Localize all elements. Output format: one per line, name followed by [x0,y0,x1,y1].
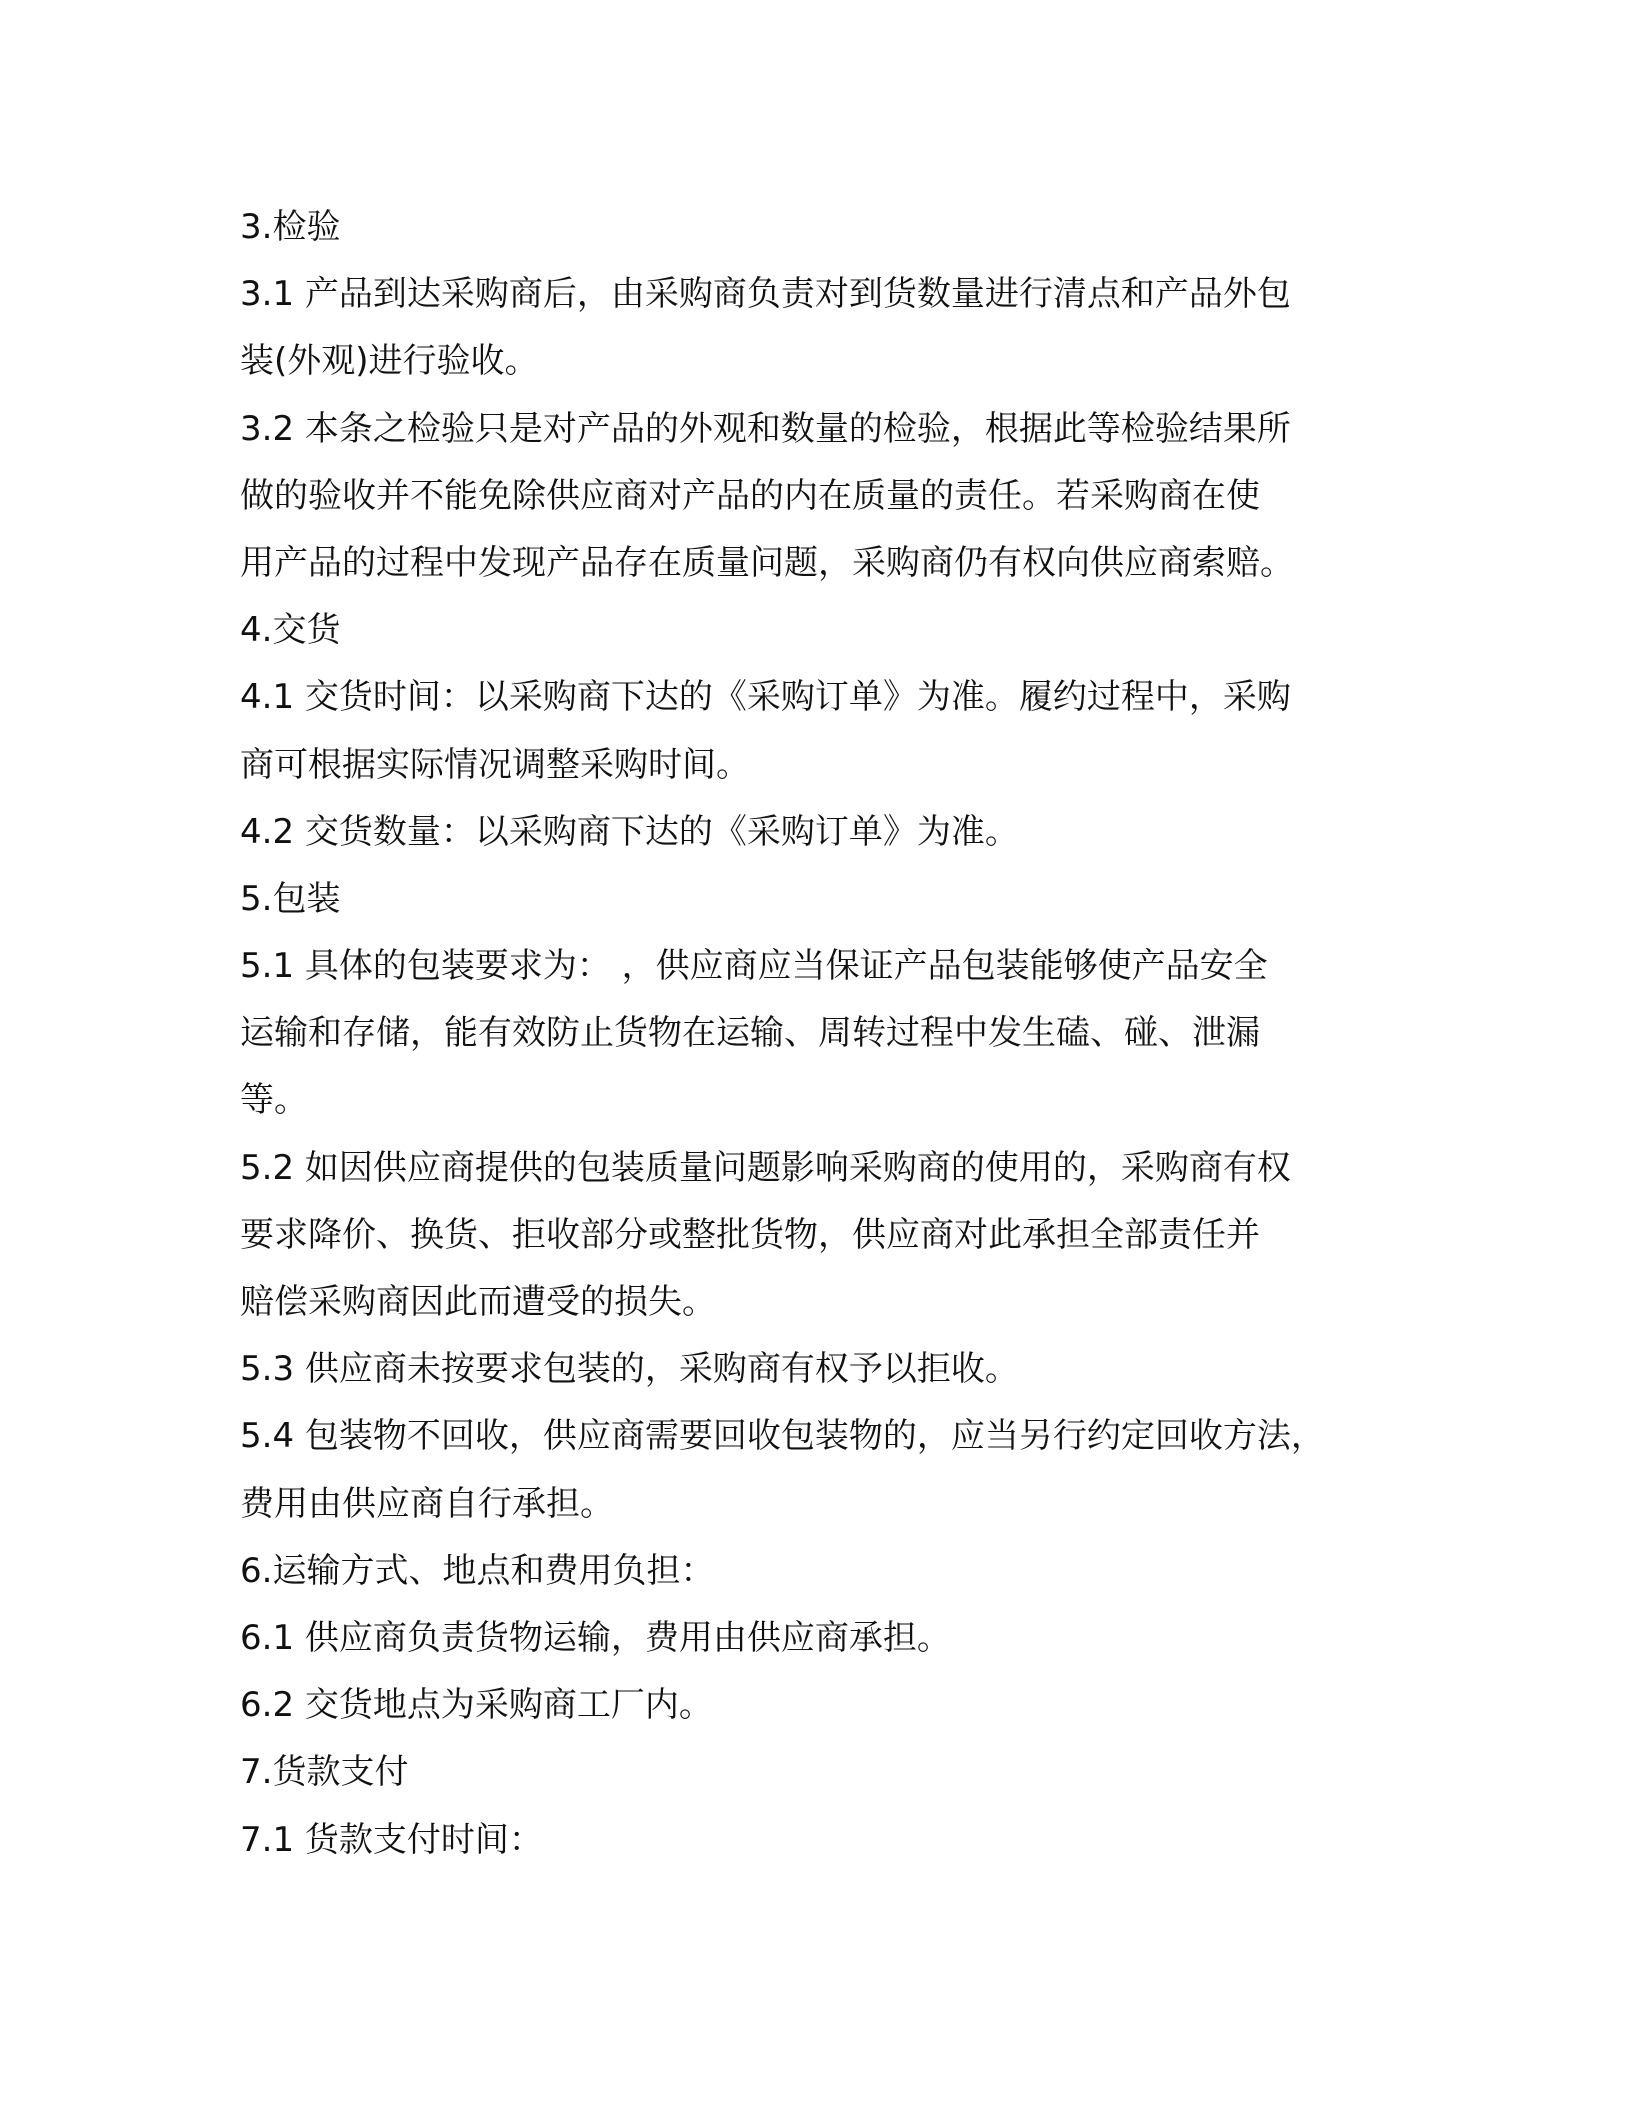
section-heading-transport: 6.运输方式、地点和费用负担： [240,1550,715,1591]
section-heading-packaging: 5.包装 [240,878,341,919]
clause-5-1-line-2: 运输和存储，能有效防止货物在运输、周转过程中发生磕、碰、泄漏 [240,1013,1260,1054]
clause-5-4-line-2: 费用由供应商自行承担。 [240,1483,614,1524]
clause-6-2: 6.2 交货地点为采购商工厂内。 [240,1685,713,1726]
clause-5-4-line-1: 5.4 包装物不回收，供应商需要回收包装物的，应当另行约定回收方法， [240,1416,1325,1457]
clause-4-1-line-2: 商可根据实际情况调整采购时间。 [240,744,750,785]
clause-3-2-line-1: 3.2 本条之检验只是对产品的外观和数量的检验，根据此等检验结果所 [240,408,1291,449]
section-heading-delivery: 4.交货 [240,610,341,651]
clause-5-2-line-3: 赔偿采购商因此而遭受的损失。 [240,1282,716,1322]
clause-5-1-line-1: 5.1 具体的包装要求为： ，供应商应当保证产品包装能够使产品安全 [240,946,1268,987]
clause-5-2-line-2: 要求降价、换货、拒收部分或整批货物，供应商对此承担全部责任并 [240,1214,1260,1255]
clause-7-1: 7.1 货款支付时间： [240,1819,543,1860]
clause-5-3: 5.3 供应商未按要求包装的，采购商有权予以拒收。 [240,1349,1019,1390]
section-heading-payment: 7.货款支付 [240,1752,409,1793]
clause-4-1-line-1: 4.1 交货时间：以采购商下达的《采购订单》为准。履约过程中，采购 [240,677,1291,718]
document-body [240,194,1420,1874]
clause-5-1-line-3: 等。 [240,1080,308,1121]
clause-3-2-line-3: 用产品的过程中发现产品存在质量问题，采购商仍有权向供应商索赔。 [240,542,1294,583]
clause-6-1: 6.1 供应商负责货物运输，费用由供应商承担。 [240,1617,951,1658]
clause-3-2-line-2: 做的验收并不能免除供应商对产品的内在质量的责任。若采购商在使 [240,475,1260,516]
clause-4-2: 4.2 交货数量：以采购商下达的《采购订单》为准。 [240,811,1019,852]
clause-3-1-line-1: 3.1 产品到达采购商后，由采购商负责对到货数量进行清点和产品外包 [240,274,1291,315]
section-heading-inspection: 3.检验 [240,207,341,247]
clause-3-1-line-2: 装(外观)进行验收。 [240,341,539,382]
clause-5-2-line-1: 5.2 如因供应商提供的包装质量问题影响采购商的使用的，采购商有权 [240,1147,1291,1188]
